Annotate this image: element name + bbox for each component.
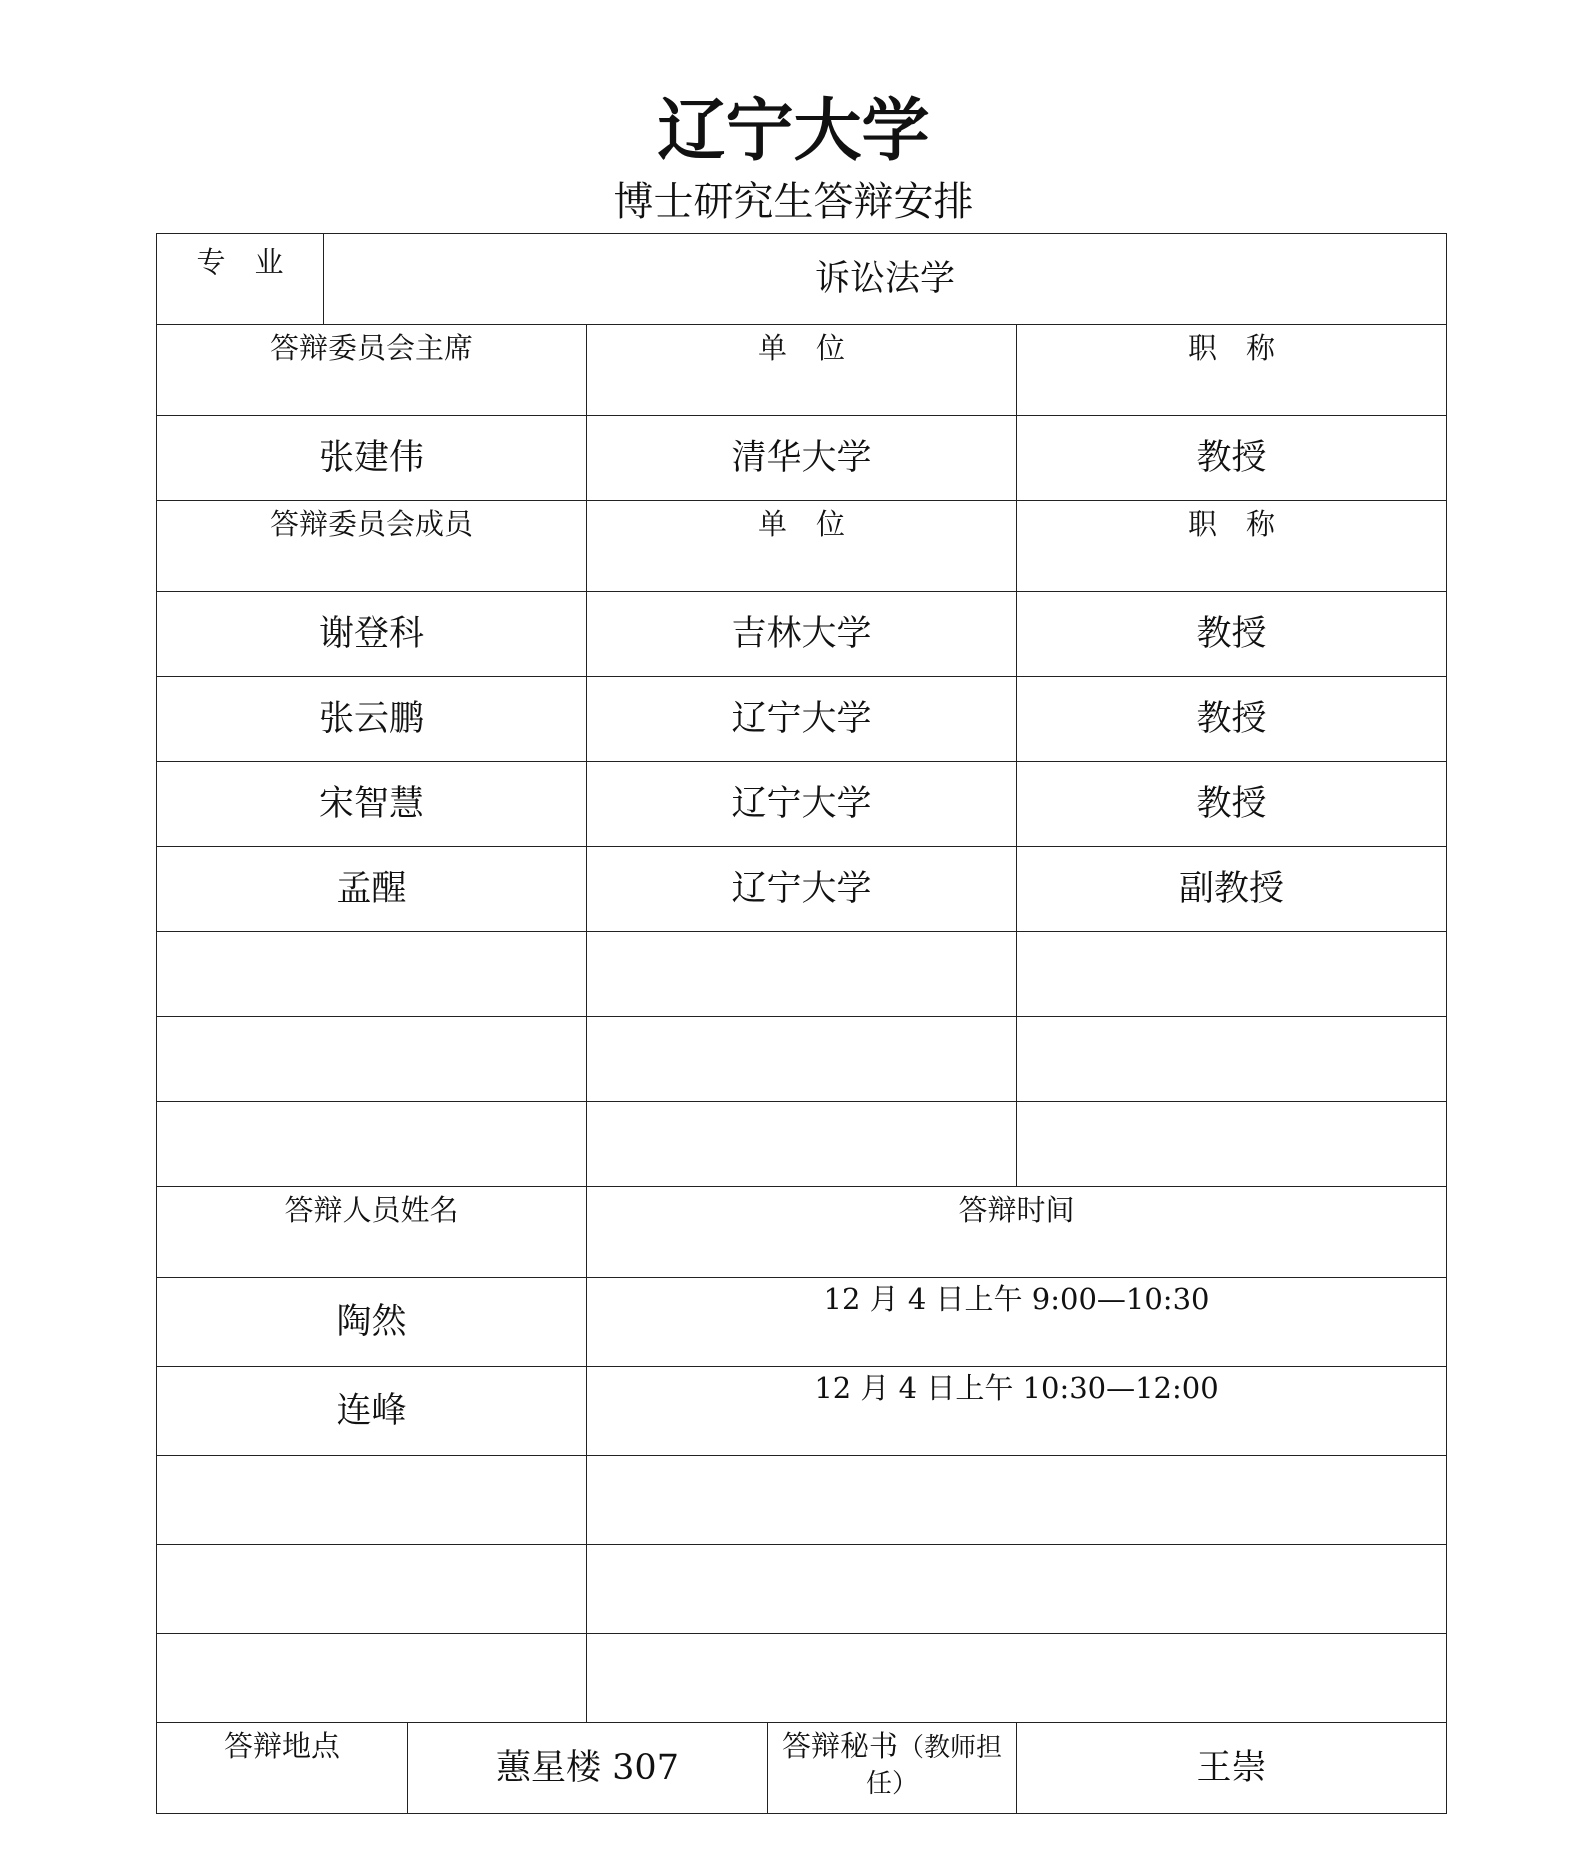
major-label: 专 业 bbox=[157, 234, 324, 325]
document-title: 辽宁大学 bbox=[657, 92, 930, 171]
member-name: 谢登科 bbox=[157, 592, 587, 677]
member-unit bbox=[587, 1102, 1017, 1187]
member-name: 孟醒 bbox=[157, 847, 587, 932]
member-name: 张云鹏 bbox=[157, 677, 587, 762]
member-row bbox=[157, 1102, 1447, 1187]
defender-row bbox=[157, 1278, 1447, 1367]
chair-header-name: 答辩委员会主席 bbox=[157, 325, 587, 416]
document-subtitle: 博士研究生答辩安排 bbox=[613, 179, 974, 225]
defender-name bbox=[157, 1634, 587, 1723]
location-label: 答辩地点 bbox=[157, 1723, 408, 1814]
member-rank: 副教授 bbox=[1017, 847, 1447, 932]
defender-time: 12 月 4 日上午 10:30—12:00 bbox=[587, 1367, 1447, 1456]
chair-header-rank: 职 称 bbox=[1017, 325, 1447, 416]
member-unit: 辽宁大学 bbox=[587, 762, 1017, 847]
member-row bbox=[157, 932, 1447, 1017]
member-header-rank: 职 称 bbox=[1017, 501, 1447, 592]
secretary-label-cell bbox=[768, 1723, 1017, 1814]
defender-row bbox=[157, 1456, 1447, 1545]
member-name bbox=[157, 1017, 587, 1102]
defender-name: 连峰 bbox=[157, 1367, 587, 1456]
defense-schedule-table bbox=[156, 233, 1447, 1814]
chair-name: 张建伟 bbox=[157, 416, 587, 501]
defender-row bbox=[157, 1367, 1447, 1456]
defender-row bbox=[157, 1545, 1447, 1634]
member-row bbox=[157, 677, 1447, 762]
secretary-label: 答辩秘书 bbox=[781, 1729, 898, 1763]
member-name: 宋智慧 bbox=[157, 762, 587, 847]
defender-time bbox=[587, 1456, 1447, 1545]
member-name bbox=[157, 932, 587, 1017]
chair-header-unit: 单 位 bbox=[587, 325, 1017, 416]
defender-name: 陶然 bbox=[157, 1278, 587, 1367]
location-value: 蕙星楼 307 bbox=[408, 1723, 768, 1814]
defender-header-name: 答辩人员姓名 bbox=[157, 1187, 587, 1278]
member-unit: 辽宁大学 bbox=[587, 677, 1017, 762]
member-rank bbox=[1017, 1017, 1447, 1102]
defender-time bbox=[587, 1545, 1447, 1634]
defender-time bbox=[587, 1634, 1447, 1723]
member-rank bbox=[1017, 1102, 1447, 1187]
chair-unit: 清华大学 bbox=[587, 416, 1017, 501]
member-name bbox=[157, 1102, 587, 1187]
member-row bbox=[157, 592, 1447, 677]
defender-name bbox=[157, 1545, 587, 1634]
defender-time: 12 月 4 日上午 9:00—10:30 bbox=[587, 1278, 1447, 1367]
member-rank bbox=[1017, 932, 1447, 1017]
member-rank: 教授 bbox=[1017, 762, 1447, 847]
member-unit bbox=[587, 1017, 1017, 1102]
member-row bbox=[157, 762, 1447, 847]
major-value: 诉讼法学 bbox=[324, 234, 1447, 325]
secretary-value: 王崇 bbox=[1017, 1723, 1447, 1814]
defender-name bbox=[157, 1456, 587, 1545]
member-row bbox=[157, 1017, 1447, 1102]
member-rank: 教授 bbox=[1017, 592, 1447, 677]
chair-rank: 教授 bbox=[1017, 416, 1447, 501]
member-header-unit: 单 位 bbox=[587, 501, 1017, 592]
member-unit bbox=[587, 932, 1017, 1017]
member-header-name: 答辩委员会成员 bbox=[157, 501, 587, 592]
defender-row bbox=[157, 1634, 1447, 1723]
secretary-note: （教师担任） bbox=[865, 1733, 1003, 1799]
member-row bbox=[157, 847, 1447, 932]
member-unit: 吉林大学 bbox=[587, 592, 1017, 677]
member-unit: 辽宁大学 bbox=[587, 847, 1017, 932]
member-rank: 教授 bbox=[1017, 677, 1447, 762]
defender-header-time: 答辩时间 bbox=[587, 1187, 1447, 1278]
